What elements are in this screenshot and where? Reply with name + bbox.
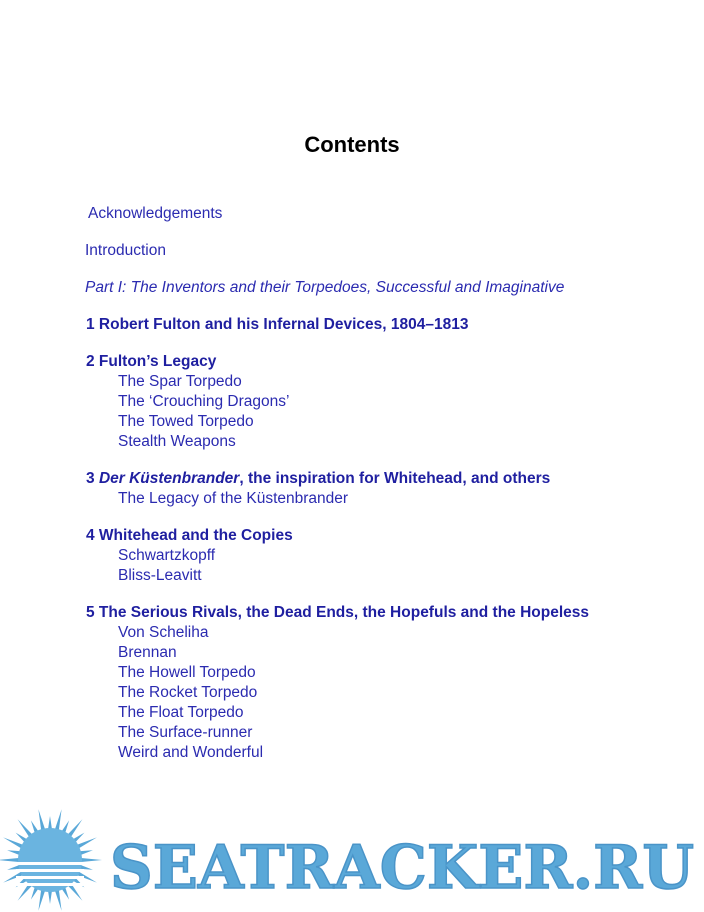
toc-chapter-3[interactable]	[85, 469, 618, 489]
toc-chapter-1[interactable]: 1 Robert Fulton and his Infernal Devices, 1804–1813	[86, 316, 469, 333]
toc-section[interactable]: Weird and Wonderful	[118, 744, 264, 761]
toc-introduction[interactable]: Introduction	[85, 242, 166, 259]
sun-ray	[38, 889, 45, 911]
toc-chapter-5[interactable]: 5 The Serious Rivals, the Dead Ends, the Hopefuls and the Hopeless	[86, 604, 590, 621]
toc-section[interactable]: The Float Torpedo	[118, 704, 244, 721]
sun-ray	[55, 809, 62, 831]
sun-ray	[48, 890, 52, 904]
toc-section[interactable]: Schwartzkopff	[118, 547, 216, 564]
toc-section[interactable]: Stealth Weapons	[118, 433, 236, 450]
seatracker-watermark	[0, 808, 704, 912]
toc-section[interactable]: The Towed Torpedo	[118, 413, 254, 430]
sun-ray	[48, 816, 52, 830]
toc-acknowledgements[interactable]: Acknowledgements	[88, 205, 223, 222]
toc-section[interactable]: The Legacy of the Küstenbrander	[118, 490, 349, 507]
toc-chapter-4[interactable]: 4 Whitehead and the Copies	[86, 527, 293, 544]
toc-section[interactable]: The Surface-runner	[118, 724, 253, 741]
toc-section[interactable]: The ‘Crouching Dragons’	[118, 393, 290, 410]
toc-section[interactable]: The Rocket Torpedo	[118, 684, 258, 701]
toc-section[interactable]: The Howell Torpedo	[118, 664, 256, 681]
page-title: Contents	[304, 132, 400, 157]
sun-ray	[80, 858, 102, 862]
watermark-text: SEATRACKER.RU	[110, 833, 694, 903]
chapter-3-italic-title: Der Küstenbrander	[98, 470, 240, 487]
sun-ray	[38, 809, 45, 831]
chapter-3-number: 3	[86, 470, 99, 487]
sun-ray	[55, 889, 62, 911]
toc-section[interactable]: Bliss-Leavitt	[118, 567, 202, 584]
table-of-contents	[85, 204, 618, 763]
toc-chapter-2[interactable]: 2 Fulton’s Legacy	[86, 353, 217, 370]
sun-ray	[0, 858, 20, 862]
toc-part-1[interactable]: Part I: The Inventors and their Torpedoes, Successful and Imaginative	[85, 279, 565, 296]
sun-logo-icon	[0, 809, 102, 910]
toc-section[interactable]: Von Scheliha	[118, 624, 209, 641]
toc-section[interactable]: Brennan	[118, 644, 177, 661]
toc-section[interactable]: The Spar Torpedo	[118, 373, 242, 390]
chapter-3-title-rest: , the inspiration for Whitehead, and others	[239, 470, 551, 487]
